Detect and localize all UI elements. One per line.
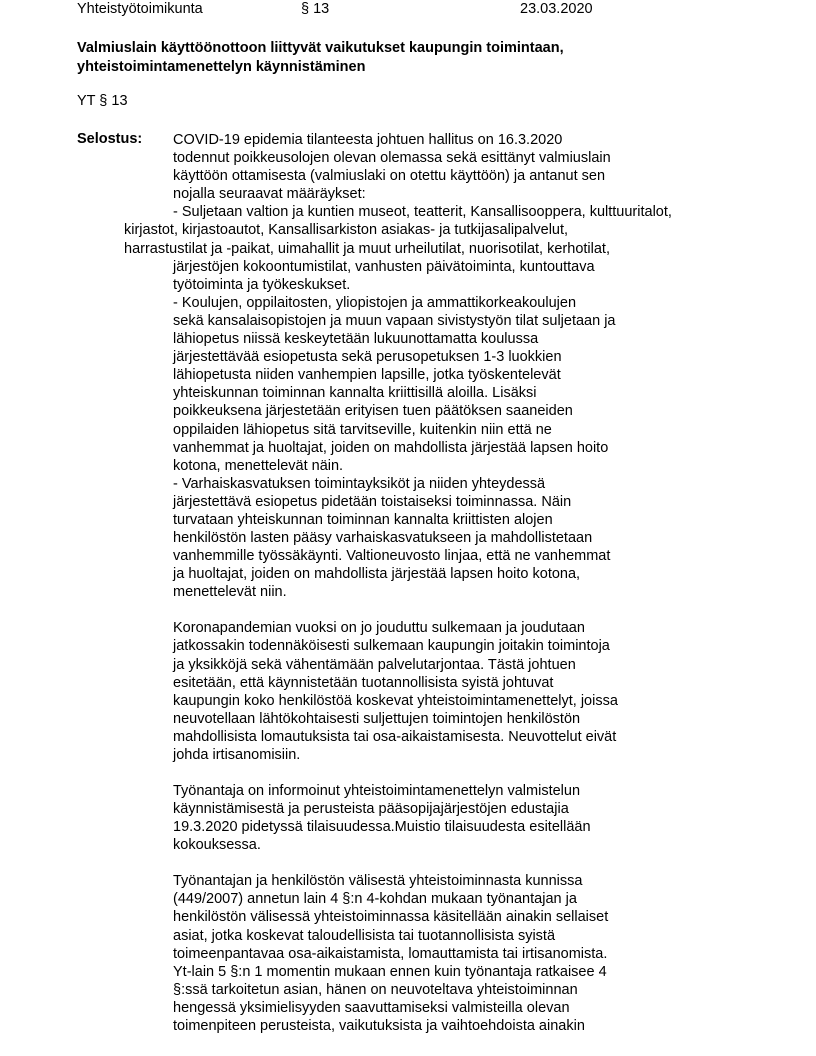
body-line: lähiopetusta niiden vanhempien lapsille, jotka työskentelevät xyxy=(173,367,561,384)
body-line: Koronapandemian vuoksi on jo jouduttu sulkemaan ja joudutaan xyxy=(173,620,585,637)
selostus-label: Selostus: xyxy=(77,131,143,147)
body-line: harrastustilat ja -paikat, uimahallit ja muut urheilutilat, nuorisotilat, kerhotilat, xyxy=(124,240,610,257)
header-section: § 13 xyxy=(301,1,330,17)
body-line: Yt-lain 5 §:n 1 momentin mukaan ennen kuin työnantaja ratkaisee 4 xyxy=(173,963,607,980)
body-line: 19.3.2020 pidetyssä tilaisuudessa.Muistio tilaisuudesta esitellään xyxy=(173,819,591,836)
body-paragraph xyxy=(77,782,816,854)
body-line: - Suljetaan valtion ja kuntien museot, teatterit, Kansallisooppera, kulttuuritalot, xyxy=(173,204,672,221)
body-line: toimeenpantavaa osa-aikaistamista, lomauttamista tai irtisanomista. xyxy=(173,945,608,962)
body-line: kaupungin koko henkilöstöä koskevat yhteistoimintamenettelyt, joissa xyxy=(173,692,618,709)
body-line: ja yksikköjä sekä vähentämään palvelutarjontaa. Tästä johtuen xyxy=(173,656,576,673)
header-body: Yhteistyötoimikunta xyxy=(77,1,203,17)
body-line: nojalla seuraavat määräykset: xyxy=(173,186,366,203)
document-body xyxy=(77,131,816,1053)
body-line: turvataan yhteiskunnan toiminnan kannalta kriittisten alojen xyxy=(173,511,553,528)
body-line: menettelevät niin. xyxy=(173,584,287,601)
body-line: hengessä yksimielisyyden saavuttamiseksi valmisteilla olevan xyxy=(173,999,570,1016)
body-line: kotona, menettelevät näin. xyxy=(173,457,344,474)
body-line: Työnantajan ja henkilöstön välisestä yhteistoiminnasta kunnissa xyxy=(173,873,583,890)
body-line: jatkossakin todennäköisesti sulkemaan kaupungin joitakin toimintoja xyxy=(173,638,610,655)
body-line: vanhemmille työssäkäynti. Valtioneuvosto linjaa, että ne vanhemmat xyxy=(173,548,611,565)
body-line: työtoiminta ja työkeskukset. xyxy=(173,276,351,293)
body-line: kirjastot, kirjastoautot, Kansallisarkiston asiakas- ja tutkijasalipalvelut, xyxy=(124,222,569,239)
title-line-1: Valmiuslain käyttöönottoon liittyvät vaikutukset kaupungin toimintaan, xyxy=(77,40,564,56)
body-paragraph xyxy=(77,872,816,1035)
section-reference: YT § 13 xyxy=(77,93,128,109)
body-line: johda irtisanomisiin. xyxy=(173,746,301,763)
body-line: - Varhaiskasvatuksen toimintayksiköt ja niiden yhteydessä xyxy=(173,475,546,492)
body-line: käyttöön ottamisesta (valmiuslaki on otettu käyttöön) ja antanut sen xyxy=(173,168,606,185)
body-line: kokouksessa. xyxy=(173,837,261,854)
body-line: todennut poikkeusolojen olevan olemassa sekä esittänyt valmiuslain xyxy=(173,150,611,167)
body-line: COVID-19 epidemia tilanteesta johtuen hallitus on 16.3.2020 xyxy=(173,132,563,148)
body-line: järjestettävä esiopetus pidetään toistaiseksi toiminnassa. Näin xyxy=(173,493,572,510)
body-line: toimenpiteen perusteista, vaikutuksista ja vaihtoehdoista ainakin xyxy=(173,1017,585,1034)
body-line: henkilöstön lasten pääsy varhaiskasvatukseen ja mahdollistetaan xyxy=(173,530,593,547)
document-title xyxy=(77,39,697,77)
body-line: ja huoltajat, joiden on mahdollista järjestää lapsen hoito kotona, xyxy=(173,566,581,583)
body-line: - Koulujen, oppilaitosten, yliopistojen ja ammattikorkeakoulujen xyxy=(173,294,577,311)
body-line: (449/2007) annetun lain 4 §:n 4-kohdan mukaan työnantajan ja xyxy=(173,891,577,908)
body-line: §:ssä tarkoitetun asian, hänen on neuvoteltava yhteistoiminnan xyxy=(173,981,578,998)
body-line: asiat, jotka koskevat taloudellisista tai tuotannollisista syistä xyxy=(173,927,556,944)
body-line: poikkeuksena järjestetään erityisen tuen päätöksen saaneiden xyxy=(173,403,573,420)
body-line: järjestöjen kokoontumistilat, vanhusten päivätoiminta, kuntouttava xyxy=(173,258,595,275)
header-date: 23.03.2020 xyxy=(520,1,593,17)
body-paragraph xyxy=(77,131,816,601)
body-line: Työnantaja on informoinut yhteistoimintamenettelyn valmistelun xyxy=(173,782,581,799)
body-line: vanhemmat ja huoltajat, joiden on mahdollista järjestää lapsen hoito xyxy=(173,439,609,456)
body-line: mahdollisista lomautuksista tai osa-aikaistamisesta. Neuvottelut eivät xyxy=(173,728,617,745)
body-line: sekä kansalaisopistojen ja muun vapaan sivistystyön tilat suljetaan ja xyxy=(173,312,616,329)
body-line: yhteiskunnan toiminnan kannalta kriittisillä aloilla. Lisäksi xyxy=(173,385,537,402)
body-line: neuvotellaan lähtökohtaisesti suljettujen toimintojen henkilöstön xyxy=(173,710,581,727)
body-line: järjestettävää esiopetusta sekä perusopetuksen 1-3 luokkien xyxy=(173,349,562,366)
body-line: oppilaiden lähiopetus sitä tarvitseville, kuitenkin niin että ne xyxy=(173,421,552,438)
title-line-2: yhteistoimintamenettelyn käynnistäminen xyxy=(77,59,366,75)
body-line: esitetään, että käynnistetään tuotannollisista syistä johtuvat xyxy=(173,674,554,691)
body-paragraph xyxy=(77,619,816,764)
body-line: käynnistämisestä ja perusteista pääsopijajärjestöjen edustajia xyxy=(173,801,569,818)
body-line: lähiopetus niissä keskeytetään lukuunottamatta koulussa xyxy=(173,331,539,348)
body-line: henkilöstön välisessä yhteistoiminnassa käsitellään ainakin sellaiset xyxy=(173,909,609,926)
